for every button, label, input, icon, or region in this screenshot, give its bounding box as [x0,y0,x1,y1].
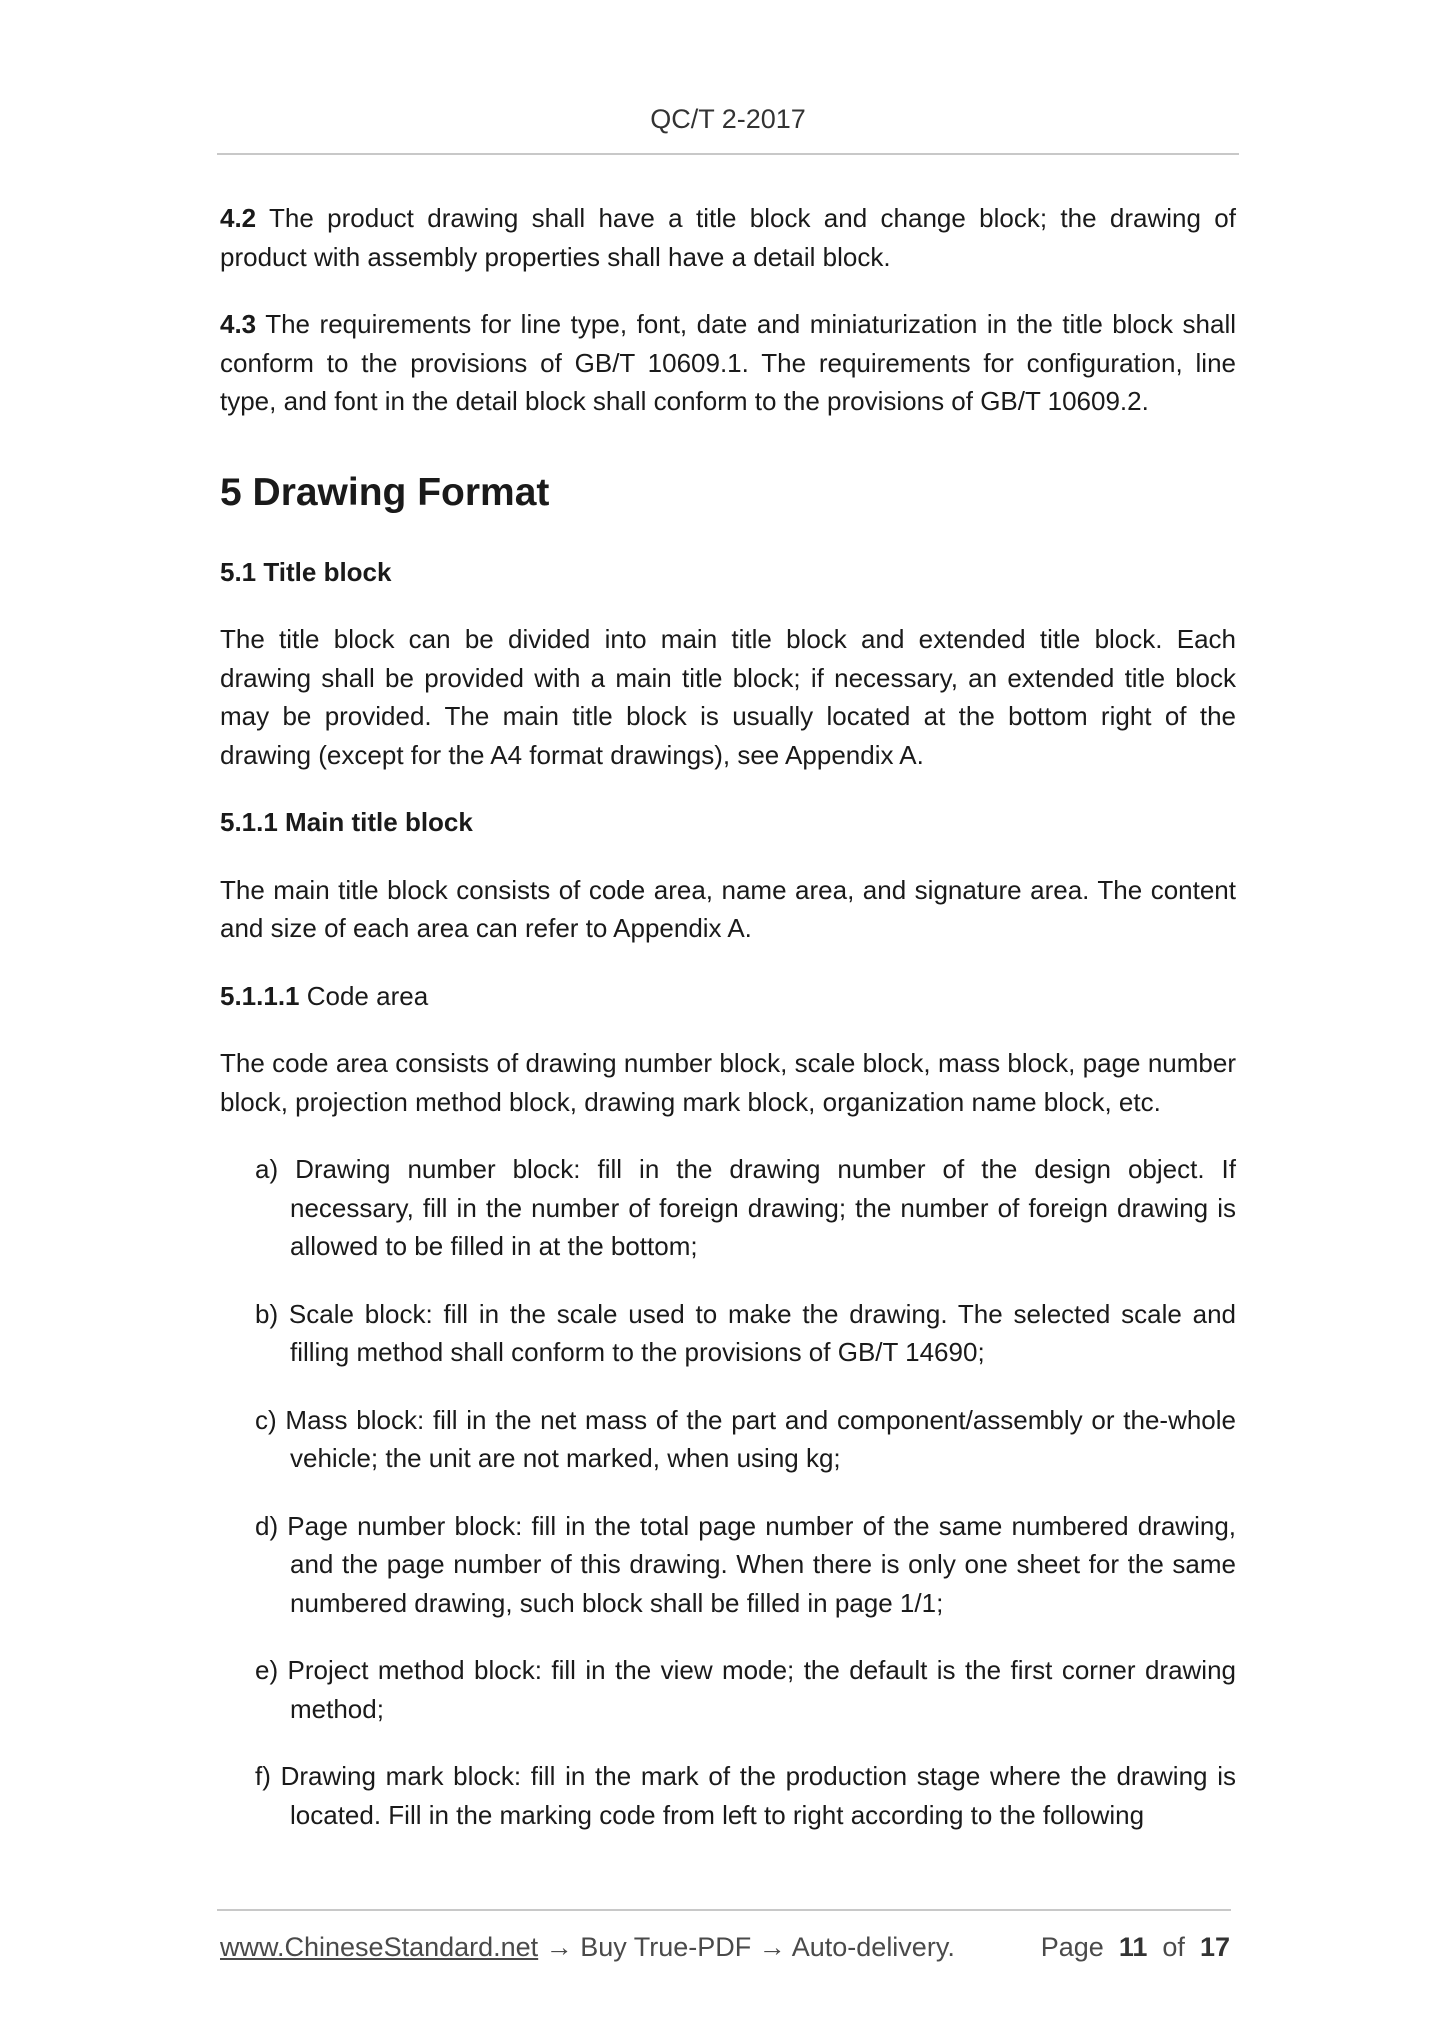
heading-5-1: 5.1 Title block [220,556,392,587]
list-item: b) Scale block: fill in the scale used to make the drawing. The selected scale and filling method shall conform to the provisions of GB/T 14690; [255,1298,1236,1367]
list-item: d) Page number block: fill in the total page number of the same numbered drawing, and the page number of this drawing. When there is only one sheet for the same numbered drawing, such block shall be filled in page 1/1; [255,1510,1236,1618]
clause-number: 4.2 [220,203,257,233]
clause-number: 4.3 [220,309,257,339]
page-indicator [1041,1932,1230,1963]
heading-5-1-1-1 [220,977,1236,1016]
paragraph-4-3 [220,305,1236,421]
section-heading-5: 5 Drawing Format [220,470,550,514]
footer-promo [220,1932,955,1963]
footer-divider [217,1909,1231,1911]
header-divider [217,153,1239,155]
page-number: 11 [1118,1932,1148,1962]
page-total: 17 [1199,1932,1230,1962]
clause-text: Code area [299,980,429,1011]
page-content [220,199,1236,1863]
page-header: QC/T 2-2017 [650,104,806,134]
of-label: of [1162,1932,1185,1962]
list-item: c) Mass block: fill in the net mass of the part and component/assembly or the-whole vehicle; the unit are not marked, when using kg; [255,1404,1236,1473]
paragraph-4-2 [220,199,1236,276]
paragraph-5-1-1: The main title block consists of code area, name area, and signature area. The content and size of each area can refer to Appendix A. [220,874,1236,943]
clause-number: 5.1.1.1 [220,980,300,1011]
clause-text: The product drawing shall have a title block and change block; the drawing of product with assembly properties shall have a detail block. [220,203,1236,272]
page-label: Page [1040,1932,1104,1962]
list-item: a) Drawing number block: fill in the drawing number of the design object. If necessary, fill in the number of foreign drawing; the number of foreign drawing is allowed to be filled in at the bottom; [255,1154,1236,1261]
page-footer [220,1932,1230,1963]
clause-text: The requirements for line type, font, date and miniaturization in the title block shall conform to the provisions of GB/T 10609.1. The requirements for configuration, line type, and font in the detail block shall conform to the provisions of GB/T 10609.2. [220,309,1236,416]
heading-5-1-1: 5.1.1 Main title block [220,807,473,837]
footer-tagline: → Buy True-PDF → Auto-delivery. [538,1932,955,1962]
website-link[interactable]: www.ChineseStandard.net [220,1932,539,1962]
code-area-list [220,1150,1236,1834]
paragraph-5-1-1-1: The code area consists of drawing number block, scale block, mass block, page number block, projection method block, drawing mark block, organization name block, etc. [220,1048,1236,1117]
list-item: f) Drawing mark block: fill in the mark of the production stage where the drawing is located. Fill in the marking code from left to right according to the following [255,1761,1236,1830]
paragraph-5-1: The title block can be divided into main title block and extended title block. Each drawing shall be provided with a main title block; if necessary, an extended title block may be provided. The main title block is usually located at the bottom right of the drawing (except for the A4 format drawings), see Appendix A. [220,624,1236,770]
list-item: e) Project method block: fill in the view mode; the default is the first corner drawing method; [255,1655,1236,1724]
